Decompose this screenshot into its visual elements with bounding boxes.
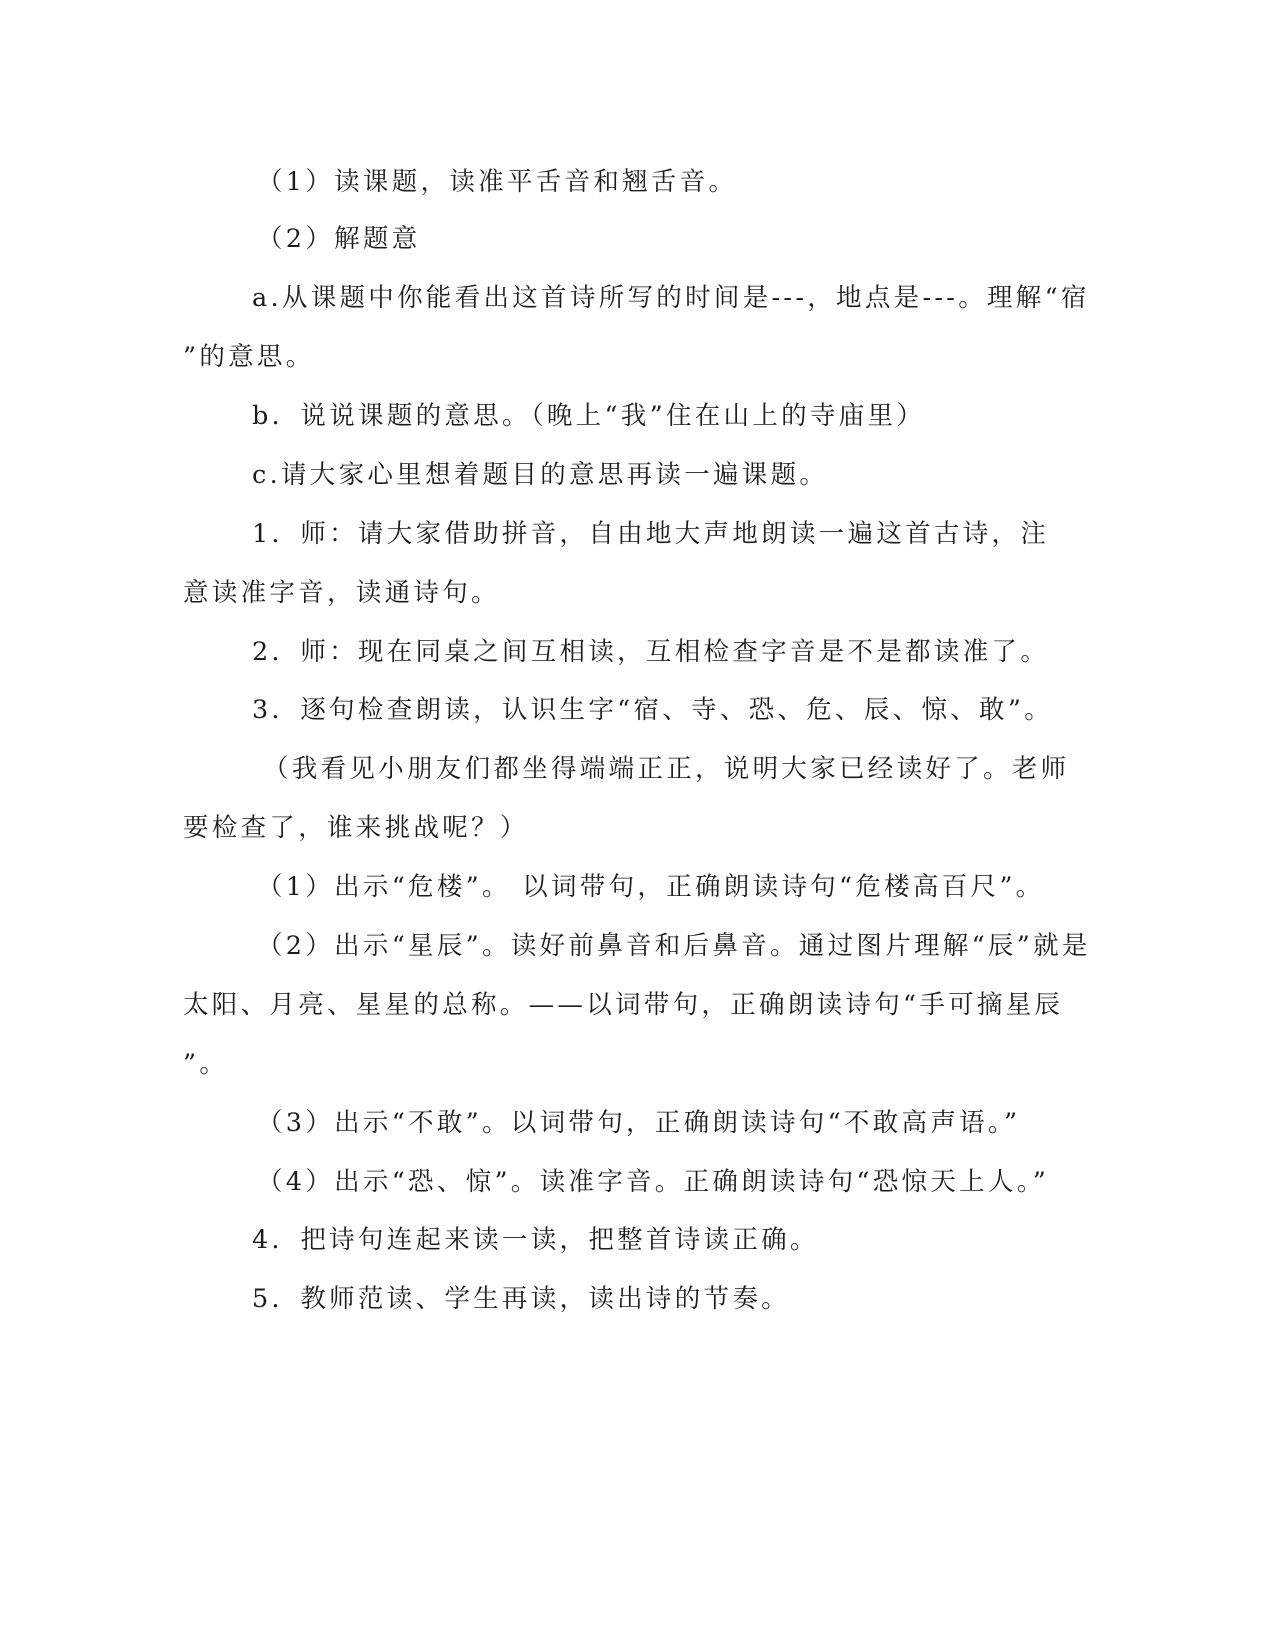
text-line-2: （2）解题意 [257,224,421,254]
text-line-14: （2）出示“星辰”。读好前鼻音和后鼻音。通过图片理解“辰”就是 [257,931,1091,961]
text-line-1: （1）读课题，读准平舌音和翘舌音。 [257,167,738,197]
text-line-19: 4．把诗句连起来读一读，把整首诗读正确。 [252,1225,819,1255]
text-line-9: 2．师：现在同桌之间互相读，互相检查字音是不是都读准了。 [252,637,1050,667]
text-line-12: 要检查了，谁来挑战呢？） [183,813,529,843]
text-line-8: 意读准字音，读通诗句。 [183,578,500,608]
text-line-4: ”的意思。 [183,342,315,372]
text-line-20: 5．教师范读、学生再读，读出诗的节奏。 [252,1284,790,1314]
text-line-7: 1．师：请大家借助拼音，自由地大声地朗读一遍这首古诗，注 [252,519,1050,549]
text-line-3: a.从课题中你能看出这首诗所写的时间是---，地点是---。理解“宿 [252,283,1090,313]
text-line-17: （3）出示“不敢”。以词带句，正确朗读诗句“不敢高声语。” [257,1108,1021,1138]
text-line-15: 太阳、月亮、星星的总称。——以词带句，正确朗读诗句“手可摘星辰 [183,990,1064,1020]
text-line-18: （4）出示“恐、惊”。读准字音。正确朗读诗句“恐惊天上人。” [257,1167,1050,1197]
text-line-13: （1）出示“危楼”。 以词带句，正确朗读诗句“危楼高百尺”。 [257,872,1045,902]
text-line-11: （我看见小朋友们都坐得端端正正，说明大家已经读好了。老师 [263,754,1070,784]
text-line-6: c.请大家心里想着题目的意思再读一遍课题。 [252,460,829,490]
text-line-10: 3．逐句检查朗读，认识生字“宿、寺、恐、危、辰、惊、敢”。 [252,695,1053,725]
text-line-16: ”。 [183,1049,229,1079]
text-line-5: b．说说课题的意思。（晚上“我”住在山上的寺庙里） [252,401,926,431]
